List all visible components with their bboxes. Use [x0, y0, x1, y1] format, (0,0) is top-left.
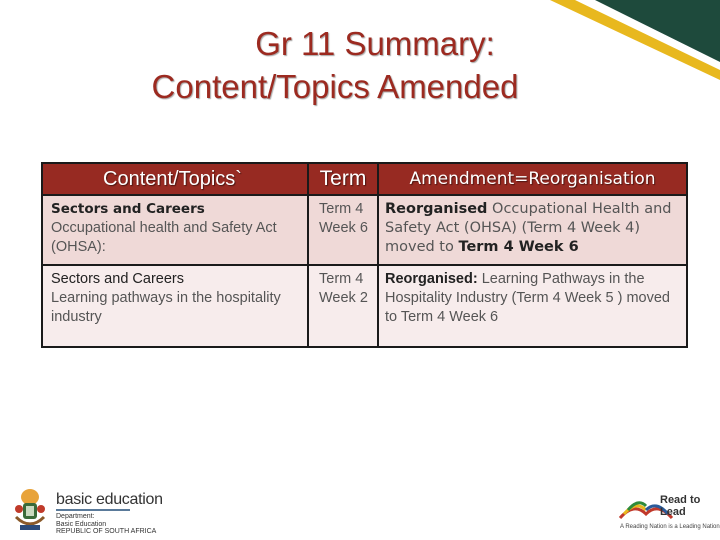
term-cell [308, 265, 378, 347]
term-line-1: Term 4 [319, 201, 364, 217]
dept-name: basic education [56, 491, 163, 508]
term-line-1: Term 4 [319, 271, 364, 287]
summary-table [41, 162, 688, 348]
topic-heading: Sectors and Careers [51, 201, 205, 217]
term-cell [308, 195, 378, 265]
topic-cell [42, 265, 308, 347]
coat-of-arms-icon [10, 487, 50, 533]
amend-lead: Reorganised [385, 201, 488, 217]
dept-line-1: Department: [56, 513, 95, 520]
topic-detail: Learning pathways in the hospitality industry [51, 290, 281, 325]
rtl-tagline: A Reading Nation is a Leading Nation [620, 524, 720, 530]
rtl-label: Read to Lead [660, 494, 701, 518]
amend-text: Learning Pathways in the Hospitality Industry (Term 4 Week 5 ) moved to Term 4 Week 6 [385, 271, 670, 325]
amend-target: Term 4 Week 6 [458, 239, 579, 255]
topic-detail: Occupational health and Safety Act (OHSA): [51, 220, 277, 255]
header-content-topics: Content/Topics` [42, 163, 308, 195]
dbe-logo [10, 487, 240, 535]
amend-text: Occupational Health and Safety Act (OHSA) (Term 4 Week 4) moved to [385, 201, 672, 255]
topic-cell [42, 195, 308, 265]
header-amendment: Amendment=Reorganisation [378, 163, 687, 195]
divider [56, 509, 130, 511]
term-line-2: Week 6 [319, 220, 368, 236]
amend-lead: Reorganised: [385, 271, 478, 287]
term-line-2: Week 2 [319, 290, 368, 306]
title-line-2: Content/Topics Amended [151, 68, 519, 105]
table-row [42, 265, 687, 347]
title-line-1: Gr 11 Summary: [255, 25, 495, 62]
amendment-cell [378, 265, 687, 347]
topic-heading: Sectors and Careers [51, 271, 184, 287]
slide-title [90, 22, 610, 108]
read-to-lead-logo [612, 490, 718, 538]
amendment-cell [378, 195, 687, 265]
table-header-row [42, 163, 687, 195]
dept-subtitle [56, 513, 156, 536]
header-term: Term [308, 163, 378, 195]
table-row [42, 195, 687, 265]
dept-line-2: Basic Education [56, 520, 107, 528]
dept-line-3: REPUBLIC OF SOUTH AFRICA [56, 528, 157, 535]
